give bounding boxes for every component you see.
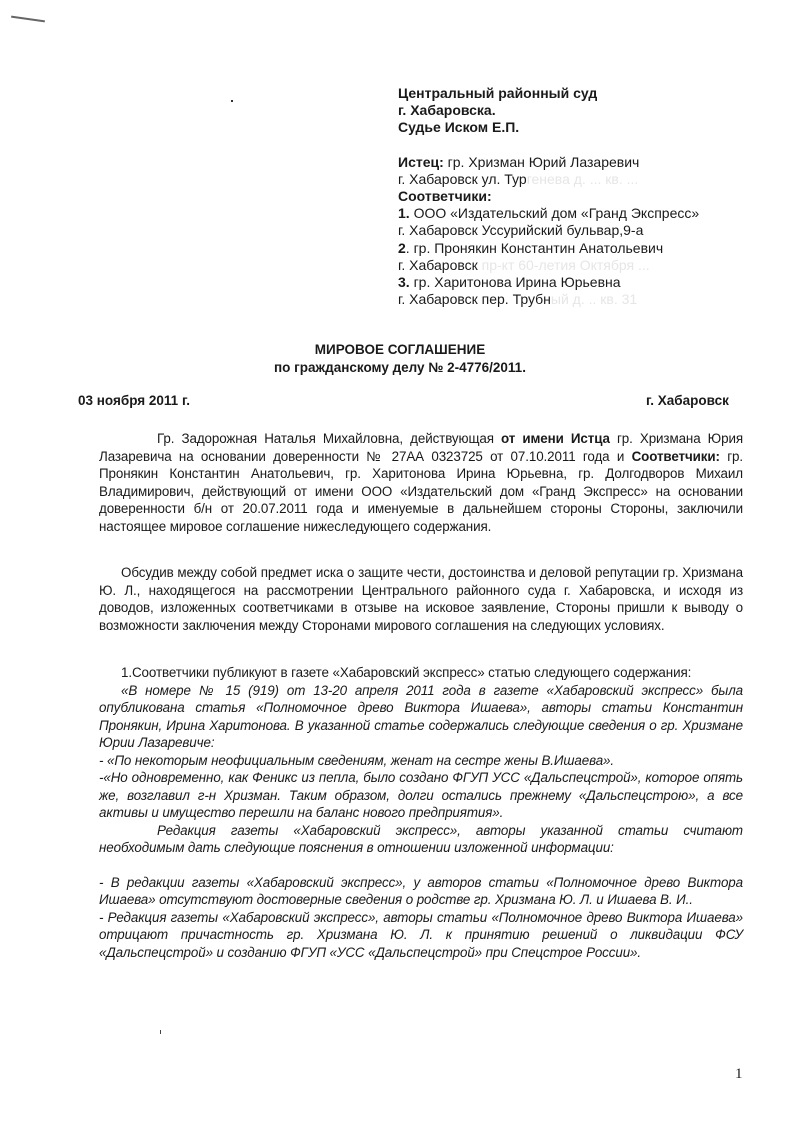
court-city: г. Хабаровска. bbox=[398, 102, 496, 119]
quote-intro: «В номере № 15 (919) от 13-20 апреля 2011 года в газете «Хабаровский экспресс» была опубликована статья «Полномочное древо Виктора Ишаева», авторы статьи Константин Пронякин, Ирина Харитонова. В указанной статье содержались следующие сведения о гр. Хризмане Юрии Лазаревиче: bbox=[99, 682, 743, 750]
document-city: г. Хабаровск bbox=[646, 393, 729, 408]
defendant-2-address: г. Хабаровск пр-кт 60-летия Октября ... bbox=[398, 256, 650, 273]
quote-item-1: - «По некоторым неофициальным сведениям, женат на сестре жены В.Ишаева». bbox=[99, 752, 615, 768]
clarification-1: - В редакции газеты «Хабаровский экспресс», у авторов статьи «Полномочное древо Виктора Ишаева» отсутствуют достоверные сведения о родстве гр. Хризмана Ю. Л. и Ишаева В. И.. bbox=[99, 874, 743, 907]
quote-item-2: -«Но одновременно, как Феникс из пепла, было создано ФГУП УСС «Дальспецстрой», которое опять же, возглавил г-н Хризман. Таким образом, долги остались прежнему «Дальспецстрою», а все активы и имущество перешли на баланс нового предприятия». bbox=[99, 770, 743, 820]
document-title: МИРОВОЕ СОГЛАШЕНИЕ bbox=[314, 342, 486, 357]
defendant-1-address: г. Хабаровск Уссурийский бульвар,9-а bbox=[398, 222, 644, 239]
subject-paragraph: Обсудив между собой предмет иска о защите чести, достоинства и деловой репутации гр. Хризмана Ю. Л., находящегося на рассмотрении Центрального районного суда г. Хабаровска, и исходя из доводов, изложенных соответчиками в отзыве на исковое заявление, Стороны пришли к выводу о возможности заключения между Сторонами мирового соглашения на следующих условиях. bbox=[99, 565, 743, 633]
redacted-address: генева д. ... кв. ... bbox=[526, 170, 639, 187]
plaintiff-label: Истец: bbox=[398, 153, 444, 170]
defendant-3-address: г. Хабаровск пер. Трубный д. .. кв. 31 bbox=[398, 291, 638, 308]
editorial-note: Редакция газеты «Хабаровский экспресс», авторы указанной статьи считают необходимым дать следующие пояснения в отношении изложенной информации: bbox=[99, 822, 743, 855]
clarification-2: - Редакция газеты «Хабаровский экспресс», авторы статьи «Полномочное древо Виктора Ишаева» отрицают причастность гр. Хризмана Ю. Л. к принятию решений о ликвидации ФСУ «Дальспецстрой» и созданию ФГУП «УСС «Дальспецстрой» при Спецстрое России». bbox=[99, 909, 743, 960]
scan-dot bbox=[231, 100, 233, 102]
defendant-2: 2. гр. Пронякин Константин Анатольевич bbox=[398, 239, 664, 256]
defendants-label: Соответчики: bbox=[398, 188, 492, 205]
plaintiff-line bbox=[398, 154, 798, 171]
redacted-address: пр-кт 60-летия Октября ... bbox=[481, 256, 650, 273]
scan-mark bbox=[160, 1030, 161, 1034]
defendant-1: 1. ООО «Издательский дом «Гранд Экспресс» bbox=[398, 205, 700, 222]
plaintiff-name: гр. Хризман Юрий Лазаревич bbox=[443, 153, 640, 170]
plaintiff-address: г. Хабаровск ул. Тургенева д. ... кв. ... bbox=[398, 170, 639, 187]
clause-1: 1.Соответчики публикуют в газете «Хабаровский экспресс» статью следующего содержания: bbox=[121, 665, 692, 680]
parties-paragraph: Гр. Задорожная Наталья Михайловна, действующая от имени Истца гр. Хризмана Юрия Лазаревича на основании доверенности № 27АА 0323725 от 07.10.2011 года и Соответчики: гр. Пронякин Константин Анатольевич, гр. Харитонова Ирина Юрьевна, гр. Долгодворов Михаил Владимирович, действующий от имени ООО «Издательский дом «Гранд Экспресс» на основании доверенности б/н от 20.07.2011 года и именуемые в дальнейшем стороны Стороны, заключили настоящее мировое соглашение нижеследующего содержания. bbox=[99, 431, 743, 534]
defendant-3: 3. гр. Харитонова Ирина Юрьевна bbox=[398, 274, 621, 291]
terms-section bbox=[99, 664, 743, 961]
judge-name: Судье Иском Е.П. bbox=[398, 119, 520, 136]
redacted-address: ый д. .. кв. 31 bbox=[550, 291, 638, 308]
document-subtitle: по гражданскому делу № 2-4776/2011. bbox=[274, 360, 526, 375]
addressee-block bbox=[398, 85, 798, 308]
scan-pen-mark bbox=[11, 16, 45, 23]
court-name: Центральный районный суд bbox=[398, 85, 598, 101]
document-date: 03 ноября 2011 г. bbox=[78, 393, 190, 408]
page-number: 1 bbox=[735, 1066, 743, 1082]
